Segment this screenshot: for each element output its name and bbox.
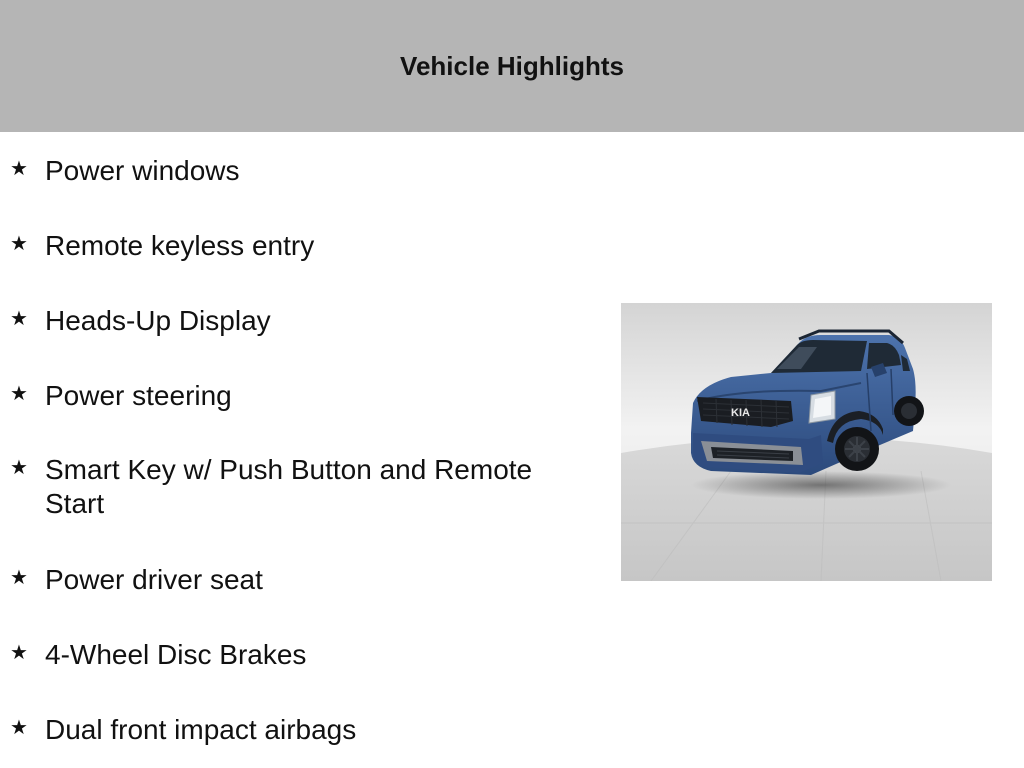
- star-icon: ★: [10, 565, 28, 589]
- feature-label: Power driver seat: [45, 564, 263, 595]
- vehicle-photo: [621, 303, 992, 581]
- star-icon: ★: [10, 715, 28, 739]
- star-icon: ★: [10, 381, 28, 405]
- feature-label: 4-Wheel Disc Brakes: [45, 639, 307, 670]
- star-icon: ★: [10, 640, 28, 664]
- star-icon: ★: [10, 455, 28, 479]
- vehicle-image: [621, 303, 992, 581]
- feature-label: Dual front impact airbags: [45, 714, 357, 745]
- feature-label: Remote keyless entry: [45, 230, 315, 261]
- feature-label: Power windows: [45, 155, 240, 186]
- star-icon: ★: [10, 156, 28, 180]
- feature-label: Smart Key w/ Push Button and Remote Start: [45, 454, 533, 519]
- feature-label: Heads-Up Display: [45, 305, 271, 336]
- feature-label: Power steering: [45, 380, 232, 411]
- star-icon: ★: [10, 231, 28, 255]
- page-title: Vehicle Highlights: [400, 51, 624, 81]
- header-bar: [0, 0, 1024, 132]
- star-icon: ★: [10, 306, 28, 330]
- kia-badge: KIA: [731, 407, 750, 419]
